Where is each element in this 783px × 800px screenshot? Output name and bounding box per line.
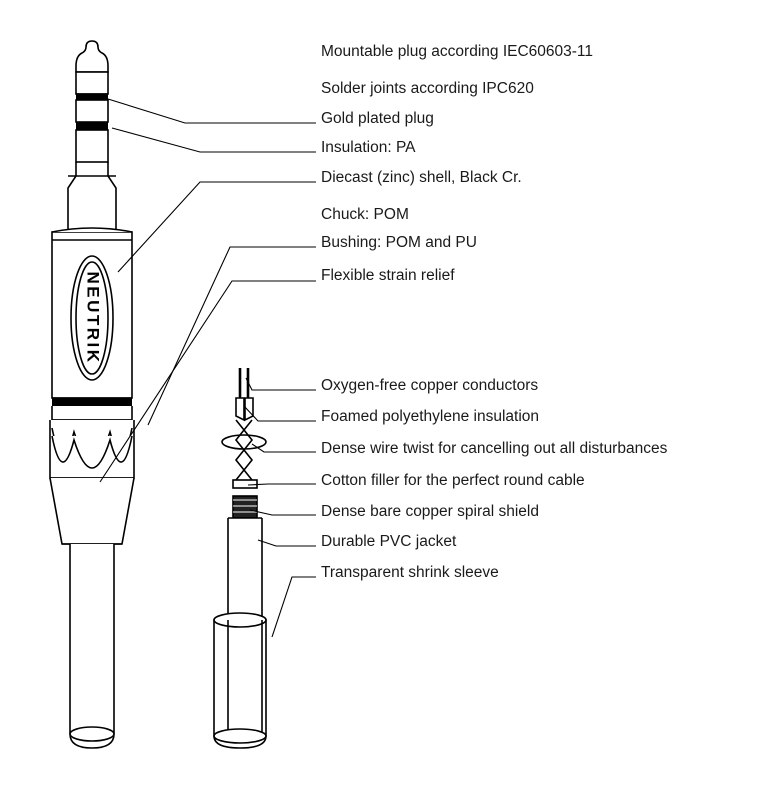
callout-shrink-sleeve: Transparent shrink sleeve (321, 564, 499, 581)
callout-mountable-plug: Mountable plug according IEC60603-11 (321, 43, 594, 60)
leader-insulation-pa (112, 128, 316, 152)
callout-diecast-shell: Diecast (zinc) shell, Black Cr. (321, 169, 522, 186)
neutrik-logo-text: NEUTRIK (83, 271, 103, 365)
leader-copper-conductors (246, 378, 316, 390)
callout-bushing: Bushing: POM and PU (321, 234, 477, 251)
callout-chuck-pom: Chuck: POM (321, 206, 409, 223)
leader-bushing (148, 247, 316, 425)
leader-wire-twist (252, 444, 316, 452)
callout-spiral-shield: Dense bare copper spiral shield (321, 503, 539, 520)
leader-gold-plated-plug (108, 99, 316, 123)
leader-cotton-filler (248, 484, 316, 485)
leader-pvc-jacket (258, 540, 316, 546)
callout-gold-plated-plug: Gold plated plug (321, 110, 434, 127)
callout-copper-conductors: Oxygen-free copper conductors (321, 377, 539, 394)
leader-shrink-sleeve (272, 577, 316, 637)
callout-flexible-strain: Flexible strain relief (321, 267, 455, 284)
callout-foamed-insulation: Foamed polyethylene insulation (321, 408, 539, 425)
callout-insulation-pa: Insulation: PA (321, 139, 416, 156)
callout-pvc-jacket: Durable PVC jacket (321, 533, 457, 550)
leader-spiral-shield (250, 510, 316, 515)
callout-cotton-filler: Cotton filler for the perfect round cable (321, 472, 585, 489)
callout-solder-joints: Solder joints according IPC620 (321, 80, 534, 97)
cable-cutaway-drawing (214, 368, 266, 748)
leader-foamed-insulation (244, 406, 316, 421)
leader-diecast-shell (118, 182, 316, 272)
callout-dense-wire-twist: Dense wire twist for cancelling out all disturbances (321, 440, 668, 457)
jack-plug-drawing (50, 41, 134, 748)
